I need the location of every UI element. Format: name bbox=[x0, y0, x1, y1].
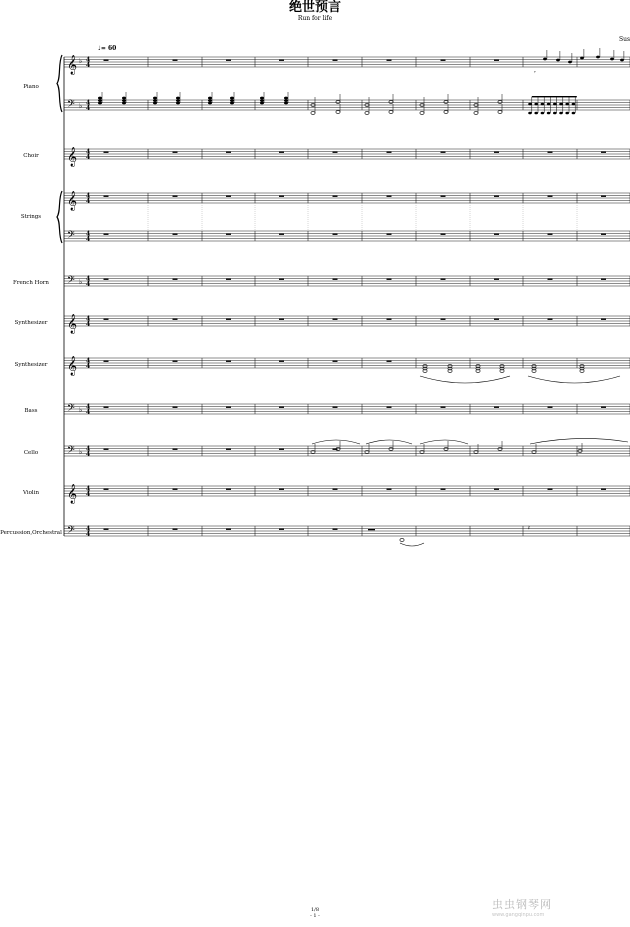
note-head bbox=[572, 103, 576, 106]
whole-rest bbox=[226, 489, 231, 490]
whole-rest bbox=[548, 196, 553, 197]
whole-rest bbox=[226, 152, 231, 153]
whole-rest bbox=[494, 196, 499, 197]
time-signature-denominator: 4 bbox=[86, 320, 91, 328]
whole-rest bbox=[387, 319, 392, 320]
whole-rest bbox=[226, 279, 231, 280]
note-head bbox=[153, 97, 157, 100]
whole-rest bbox=[173, 449, 178, 450]
whole-rest bbox=[173, 319, 178, 320]
instrument-label-cello: Cello bbox=[23, 450, 39, 456]
time-signature-numerator: 4 bbox=[86, 357, 91, 365]
whole-rest bbox=[548, 234, 553, 235]
whole-rest bbox=[601, 319, 606, 320]
whole-rest bbox=[104, 234, 109, 235]
time-signature-denominator: 4 bbox=[86, 408, 91, 416]
whole-rest bbox=[548, 489, 553, 490]
score-subtitle: Run for life bbox=[297, 15, 333, 22]
note-head bbox=[528, 112, 532, 115]
whole-rest bbox=[601, 196, 606, 197]
slur bbox=[420, 376, 510, 383]
half-note-head bbox=[474, 112, 478, 115]
whole-rest bbox=[279, 196, 284, 197]
whole-rest bbox=[387, 152, 392, 153]
whole-rest bbox=[333, 361, 338, 362]
whole-rest bbox=[226, 407, 231, 408]
slur bbox=[420, 440, 468, 444]
whole-rest bbox=[441, 234, 446, 235]
half-note-head bbox=[389, 448, 393, 451]
whole-rest bbox=[279, 279, 284, 280]
whole-rest bbox=[226, 361, 231, 362]
time-signature-numerator: 4 bbox=[86, 230, 91, 238]
note-head bbox=[534, 112, 538, 115]
note-head bbox=[559, 103, 563, 106]
whole-rest bbox=[441, 489, 446, 490]
whole-rest bbox=[173, 407, 178, 408]
whole-rest bbox=[548, 319, 553, 320]
note-head bbox=[534, 103, 538, 106]
time-signature-numerator: 4 bbox=[86, 525, 91, 533]
whole-rest bbox=[548, 279, 553, 280]
note-head bbox=[98, 102, 102, 105]
time-signature-denominator: 4 bbox=[86, 153, 91, 161]
whole-rest bbox=[104, 60, 109, 61]
whole-rest bbox=[104, 407, 109, 408]
whole-rest bbox=[494, 152, 499, 153]
whole-rest bbox=[333, 489, 338, 490]
time-signature-denominator: 4 bbox=[86, 450, 91, 458]
half-note-head bbox=[444, 448, 448, 451]
whole-rest bbox=[226, 60, 231, 61]
whole-rest bbox=[441, 60, 446, 61]
note-head bbox=[547, 112, 551, 115]
watermark-url: www.gangqinpu.com bbox=[492, 912, 545, 918]
whole-rest bbox=[441, 319, 446, 320]
time-signature-numerator: 4 bbox=[86, 315, 91, 323]
whole-rest bbox=[104, 449, 109, 450]
note-head bbox=[98, 97, 102, 100]
whole-rest bbox=[333, 279, 338, 280]
whole-rest bbox=[387, 361, 392, 362]
whole-rest bbox=[173, 60, 178, 61]
whole-rest bbox=[226, 234, 231, 235]
slur bbox=[366, 440, 412, 444]
whole-rest bbox=[104, 196, 109, 197]
note-head bbox=[176, 99, 180, 102]
whole-rest bbox=[441, 279, 446, 280]
whole-rest bbox=[173, 234, 178, 235]
whole-rest bbox=[601, 234, 606, 235]
whole-rest bbox=[333, 449, 338, 450]
half-note-head bbox=[400, 539, 404, 542]
whole-rest bbox=[601, 489, 606, 490]
note-head bbox=[565, 103, 569, 106]
half-note-head bbox=[498, 111, 502, 114]
flat-icon: ♭ bbox=[79, 278, 83, 286]
note-head bbox=[543, 58, 547, 61]
whole-rest bbox=[333, 234, 338, 235]
note-head bbox=[541, 103, 545, 106]
whole-rest bbox=[173, 196, 178, 197]
whole-rest bbox=[104, 489, 109, 490]
note-head bbox=[260, 97, 264, 100]
time-signature-numerator: 4 bbox=[86, 275, 91, 283]
whole-rest bbox=[226, 196, 231, 197]
note-head bbox=[122, 99, 126, 102]
time-signature-numerator: 4 bbox=[86, 148, 91, 156]
whole-rest bbox=[279, 319, 284, 320]
flat-icon: ♭ bbox=[79, 57, 83, 65]
note-head bbox=[153, 99, 157, 102]
treble-clef-icon: 𝄞 bbox=[67, 55, 78, 75]
page-number: - 1 - bbox=[310, 913, 320, 919]
whole-rest bbox=[279, 234, 284, 235]
piano-brace bbox=[57, 55, 62, 112]
note-head bbox=[572, 112, 576, 115]
half-note-head bbox=[444, 101, 448, 104]
bass-clef-icon: 𝄢 bbox=[67, 402, 75, 416]
time-signature-denominator: 4 bbox=[86, 104, 91, 112]
time-signature-denominator: 4 bbox=[86, 362, 91, 370]
instrument-label-choir: Choir bbox=[23, 153, 39, 159]
note-head bbox=[565, 112, 569, 115]
time-signature-numerator: 4 bbox=[86, 485, 91, 493]
half-note-head bbox=[498, 448, 502, 451]
whole-rest bbox=[104, 319, 109, 320]
whole-rest bbox=[548, 152, 553, 153]
note-head bbox=[553, 103, 557, 106]
score-title: 绝世预言 bbox=[288, 0, 341, 15]
note-head bbox=[122, 97, 126, 100]
whole-rest bbox=[226, 529, 231, 530]
time-signature-numerator: 4 bbox=[86, 99, 91, 107]
whole-rest bbox=[226, 449, 231, 450]
whole-rest bbox=[279, 407, 284, 408]
note-head bbox=[153, 102, 157, 105]
whole-rest bbox=[173, 361, 178, 362]
whole-rest bbox=[494, 279, 499, 280]
time-signature-denominator: 4 bbox=[86, 280, 91, 288]
instrument-label-piano: Piano bbox=[23, 84, 39, 90]
whole-rest bbox=[494, 234, 499, 235]
note-head bbox=[556, 59, 560, 62]
whole-rest bbox=[601, 279, 606, 280]
bass-clef-icon: 𝄢 bbox=[67, 98, 75, 112]
note-head bbox=[610, 58, 614, 61]
half-note-head bbox=[336, 101, 340, 104]
time-signature-numerator: 4 bbox=[86, 403, 91, 411]
whole-rest bbox=[494, 60, 499, 61]
half-note-head bbox=[444, 111, 448, 114]
time-signature-denominator: 4 bbox=[86, 490, 91, 498]
half-note-head bbox=[365, 112, 369, 115]
whole-rest bbox=[333, 529, 338, 530]
whole-rest bbox=[333, 196, 338, 197]
half-note-head bbox=[336, 111, 340, 114]
flat-icon: ♭ bbox=[79, 102, 83, 110]
time-signature-numerator: 4 bbox=[86, 192, 91, 200]
note-head bbox=[176, 97, 180, 100]
half-note-head bbox=[389, 111, 393, 114]
eighth-rest-icon: 𝄾 bbox=[534, 69, 536, 76]
slur bbox=[530, 438, 628, 444]
whole-rest bbox=[173, 152, 178, 153]
half-note-head bbox=[311, 112, 315, 115]
note-head bbox=[208, 99, 212, 102]
time-signature-denominator: 4 bbox=[86, 235, 91, 243]
bass-clef-icon: 𝄢 bbox=[67, 524, 75, 538]
whole-rest bbox=[173, 279, 178, 280]
page-fraction: 1/8 bbox=[310, 907, 320, 913]
strings-brace bbox=[57, 191, 62, 243]
tie bbox=[400, 543, 424, 546]
whole-rest bbox=[333, 152, 338, 153]
whole-rest bbox=[387, 279, 392, 280]
whole-rest bbox=[494, 407, 499, 408]
whole-rest bbox=[173, 489, 178, 490]
half-note-head bbox=[389, 101, 393, 104]
instrument-label-bass: Bass bbox=[24, 408, 38, 414]
whole-rest bbox=[226, 319, 231, 320]
bass-clef-icon: 𝄢 bbox=[67, 444, 75, 458]
flat-icon: ♭ bbox=[79, 406, 83, 414]
time-signature-numerator: 4 bbox=[86, 56, 91, 64]
beam bbox=[532, 96, 577, 97]
whole-rest bbox=[279, 529, 284, 530]
note-head bbox=[528, 103, 532, 106]
treble-clef-icon: 𝄞 bbox=[67, 314, 78, 334]
whole-rest bbox=[494, 489, 499, 490]
time-signature-denominator: 4 bbox=[86, 530, 91, 538]
instrument-label-strings: Strings bbox=[20, 214, 42, 220]
note-head bbox=[568, 61, 572, 64]
tempo-marking: ♩= 60 bbox=[98, 45, 117, 52]
note-head bbox=[260, 99, 264, 102]
whole-rest bbox=[104, 279, 109, 280]
slur bbox=[312, 440, 360, 444]
whole-rest bbox=[279, 60, 284, 61]
whole-rest bbox=[387, 407, 392, 408]
whole-rest bbox=[333, 407, 338, 408]
whole-rest bbox=[104, 152, 109, 153]
whole-rest bbox=[387, 489, 392, 490]
whole-rest bbox=[387, 60, 392, 61]
half-note-head bbox=[498, 101, 502, 104]
whole-rest bbox=[601, 152, 606, 153]
whole-rest bbox=[333, 60, 338, 61]
note-head bbox=[208, 97, 212, 100]
note-head bbox=[122, 102, 126, 105]
instrument-label-french-horn: French Horn bbox=[13, 280, 49, 286]
note-head bbox=[176, 102, 180, 105]
note-head bbox=[541, 112, 545, 115]
note-head bbox=[284, 99, 288, 102]
note-head bbox=[596, 56, 600, 59]
whole-rest bbox=[279, 361, 284, 362]
whole-rest bbox=[104, 361, 109, 362]
bass-clef-icon: 𝄢 bbox=[67, 229, 75, 243]
instrument-label-synthesizer-1: Synthesizer bbox=[14, 320, 48, 326]
half-note-head bbox=[420, 112, 424, 115]
note-head bbox=[559, 112, 563, 115]
whole-rest bbox=[441, 196, 446, 197]
note-head bbox=[230, 99, 234, 102]
whole-rest bbox=[279, 449, 284, 450]
note-head bbox=[208, 102, 212, 105]
whole-rest bbox=[494, 319, 499, 320]
flat-icon: ♭ bbox=[79, 448, 83, 456]
time-signature-denominator: 4 bbox=[86, 61, 91, 69]
note-head bbox=[553, 112, 557, 115]
note-head bbox=[284, 97, 288, 100]
note-head bbox=[98, 99, 102, 102]
whole-rest bbox=[387, 234, 392, 235]
time-signature-numerator: 4 bbox=[86, 445, 91, 453]
whole-rest bbox=[441, 152, 446, 153]
note-head bbox=[230, 102, 234, 105]
note-head bbox=[547, 103, 551, 106]
bass-clef-icon: 𝄢 bbox=[67, 274, 75, 288]
whole-rest bbox=[104, 529, 109, 530]
slur bbox=[528, 376, 620, 383]
whole-rest bbox=[333, 319, 338, 320]
note-head bbox=[260, 102, 264, 105]
instrument-label-violin: Violin bbox=[22, 490, 39, 496]
whole-rest bbox=[601, 407, 606, 408]
quarter-rest-icon: 𝄽 bbox=[528, 525, 530, 532]
note-head bbox=[284, 102, 288, 105]
whole-rest bbox=[387, 196, 392, 197]
whole-rest bbox=[279, 489, 284, 490]
whole-rest bbox=[548, 407, 553, 408]
note-head bbox=[620, 59, 624, 62]
note-head bbox=[230, 97, 234, 100]
instrument-label-percussion: Percussion,Orchestral bbox=[0, 530, 62, 536]
time-signature-denominator: 4 bbox=[86, 197, 91, 205]
sustain-marking: Sus bbox=[619, 36, 630, 43]
watermark-logo-text: 虫虫钢琴网 bbox=[492, 898, 552, 911]
instrument-label-synthesizer-2: Synthesizer bbox=[14, 362, 48, 368]
treble-clef-icon: 𝄞 bbox=[67, 191, 78, 211]
note-head bbox=[580, 57, 584, 60]
treble-clef-icon: 𝄞 bbox=[67, 484, 78, 504]
half-rest bbox=[368, 529, 375, 530]
treble-clef-icon: 𝄞 bbox=[67, 356, 78, 376]
whole-rest bbox=[441, 407, 446, 408]
watermark bbox=[492, 896, 628, 920]
whole-rest bbox=[173, 529, 178, 530]
treble-clef-icon: 𝄞 bbox=[67, 147, 78, 167]
whole-rest bbox=[279, 152, 284, 153]
